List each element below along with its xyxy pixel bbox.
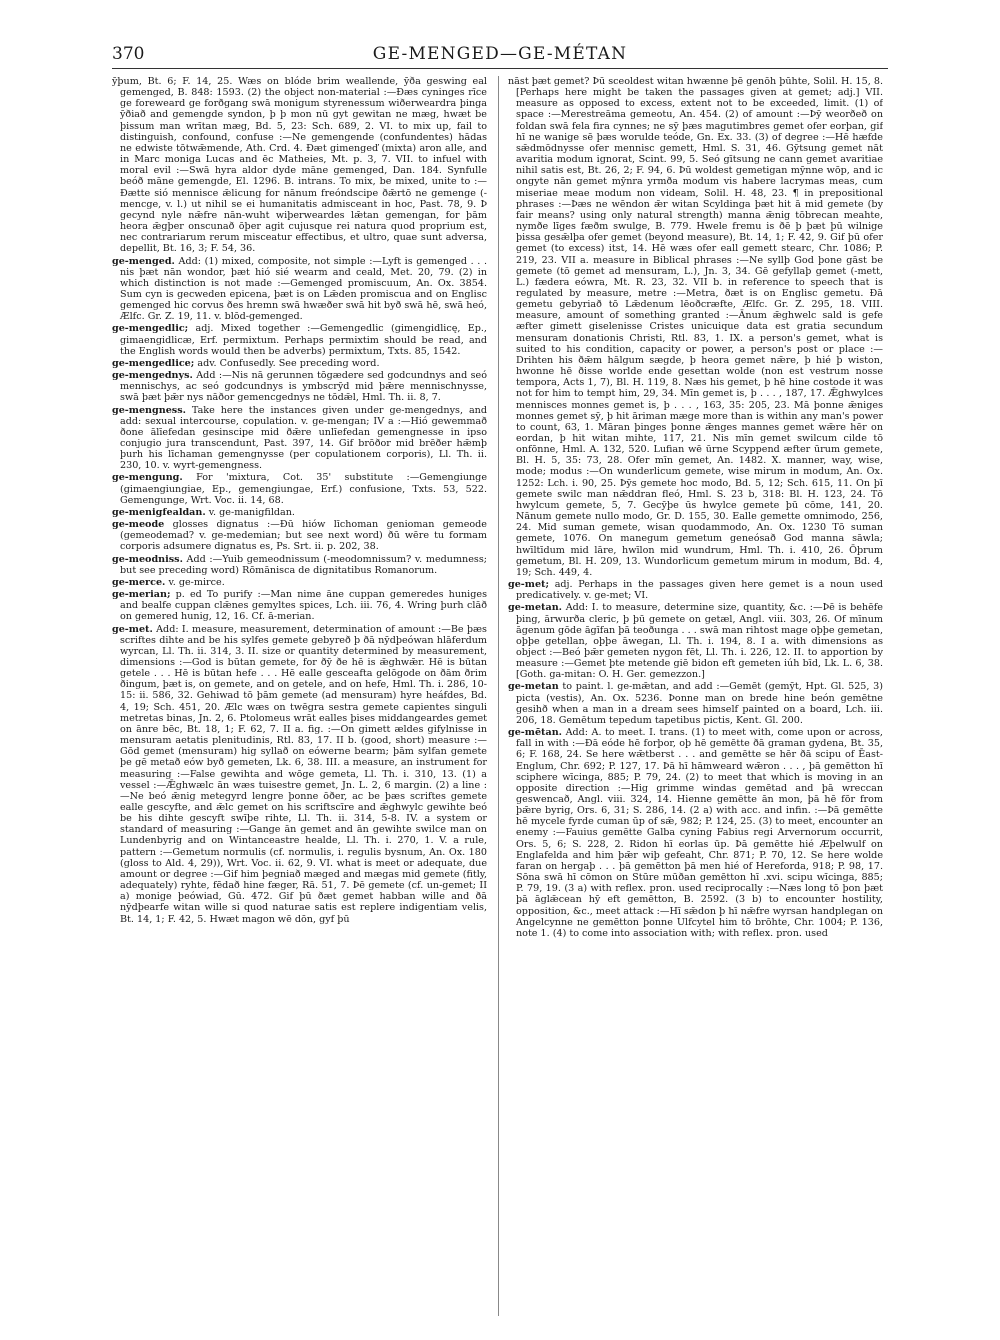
dictionary-entry <box>112 519 487 552</box>
entry-headword: ge-mengedlic; <box>112 323 189 335</box>
dictionary-entry <box>508 602 883 680</box>
dictionary-entry <box>508 579 883 601</box>
entry-text: nāst þæt gemet? Þū sceoldest witan hwænne þē genōh þūhte, Solil. H. 15, 8. [Perhaps here might be taken the passages given at gemet; adj.] VII. measure as opposed to excess, extent not to be exceeded, limit. (1) of space :—Merestreāma gemeotu, An. 454. (2) of amount :—Þȳ weorðeð on foldan swā fela fira cynnes; ne sȳ þæs magutimbres gemet ofer eorþan, gif hī ne wanige sē þæs worulde teóde, Gn. Ex. 33. (3) of degree :—Hē hæfde sǣdmōdnysse ofer mennisc gemett, Hml. S. 31, 46. Gȳtsung gemet nāt avaritia modum ignorat, Scint. 99, 5. Seó gītsung ne cann gemet avaritiae nihil satis est, Bt. 26, 2; F. 94, 6. Þū woldest gemetigan mȳnne wōp, and ic ongyte nān gemet mȳnra yrmða modum vis habere lacrymas meas, cum miseriae meae modum non videam, Solil. H. 48, 23. ¶ in prepositional phrases :—Þæs ne wēndon ǣr witan Scyldinga þæt hit ā mid gemete (by fair means? using only natural strength) manna ǣnig tōbrecan meahte, nymðe līges fæðm swulge, B. 779. Hwele fremu is ðē þ þæt þū wilnige þissa gesǣlþa ofer gemet (beyond measure), Bt. 14, 1; F. 42, 9. Gif þū ofer gemet (to excess) itst, 14. Hē wæs ofer eall gemett stearc, Chr. 1086; P. 219, 23. VII a. measure in Biblical phrases :—Ne syllþ God þone gāst be gemete (tō gemet ad mensuram, L.), Jn. 3, 34. Gē gefyllaþ gemet (-mett, L.) fædera eówra, Mt. R. 23, 32. VII b. in reference to speech that is regulated by measure, metre :—Metra, ðæt is on Englisc gemetu. Ðā gemetu gebyriað tō Lǣdenum lēoðcræfte, Ælfc. Gr. Z. 295, 18. VIII. measure, amount of something granted :—Ānum ǣghwelc sald is gefe æfter gimett giselenisse Cristes unicuique data est gratia secundum mensuram donationis Christi, Rtl. 83, 1. IX. a person's gemet, what is suited to his condition, capacity or power, a person's post or place :—Drihten his ðǣm hālgum sægde, þ heora gemet nǣre, þ hié þ wiston, hwonne hē ðisse worlde ende gesettan wolde (non est vestrum nosse tempora, Acts 1, 7), Bl. H. 119, 8. Næs his gemet, þ hē hine costode it was not for him to tempt him, 29, 34. Mīn gemet is, þ . . . , 187, 17. Ǣghwylces mennisces monnes gemet is, þ . . . , 163, 35: 205, 23. Mā þonne ǣniges monnes gemet sȳ, þ hit āriman mæge more than is within any man's power to count, 63, 1. Māran þinges þonne ǣnges mannes gemet wǣre hēr on eordan, þ hit witan mihte, 117, 21. Nis mīn gemet swilcum cilde tō onfōnne, Hml. A. 132, 520. Lufian wē ūrne Scyppend æfter ūrum gemete, Bl. H. 5, 35: 73, 28. Ofer mīn gemet, An. 1482. X. manner, way, wise, mode; modus :—On wunderlicum gemete, wise mirum in modum, An. Ox. 1252: Lch. i. 90, 25. Þȳs gemete hoc modo, Bd. 5, 12; Sch. 615, 11. On þī gemete swilc man nǣddran fleó, Hml. S. 23 b, 318: Bl. H. 123, 24. Tō hwylcum gemete, 5, 7. Gecȳþe ūs hwylce gemete þū cōme, 141, 20. Nānum gemete nullo modo, Gr. D. 155, 30. Ealle gemette omnimodo, 256, 24. Mid suman gemete, wisan quodammodo, An. Ox. 1230 Tō suman gemete, 1076. On manegum gemetum geneósað God manna sāwla; hwīltīdum mid lāre, hwīlon mid wundrum, Hml. Th. i. 410, 26. Ōþrum gemetum, Bl. H. 209, 13. Wundorlicum gemetum mirum in modum, Bd. 4, 19; Sch. 449, 4. <box>508 76 883 578</box>
entry-text: Add: I. measure, measurement, determination of amount :—Be þæs scriftes dihte and be his sylfes gemete gebyreð þ ðā nȳdþeówan hlāferdum wyrcan, Ll. Th. ii. 314, 3. II. size or quantity determined by measurement, dimensions :—God is būtan gemete, for ðȳ ðe hē is ǣghwǣr. Hē is būtan getele . . . Hē is būtan hefe . . . Hē ealle gesceafta gelōgode on ðām ðrim ðingum, þæt is, on gemete, and on getele, and on hefe, Hml. Th. i. 286, 10-15: ii. 586, 32. Gehiwad tō þām gemete (ad mensuram) hyre heáfdes, Bd. 4, 19; Sch. 451, 20. Ælc wæs on twēgra sestra gemete capientes singuli metretas binas, Jn. 2, 6. Ptolomeus wrāt ealles þises middangeardes gemet on ānre bēc, Bt. 18, 1; F. 62, 7. II a. fig. :—On gimett ældes gifylnisse in mensuram aetatis plenitudinis, Rtl. 83, 17. II b. (good, short) measure :—Gōd gemet (mensuram) hig syllað on eówerne bearm; þām sylfan gemete þe gē metað eów byð gemeten, Lk. 6, 38. III. a measure, an instrument for measuring :—False gewihta and wōge gemeta, Ll. Th. i. 310, 13. (1) a vessel :—Ǣghwælc ān wæs tuisestre gemet, Jn. L. 2, 6 margin. (2) a line :—Ne beó ǣnig metegyrd lengre þonne ōðer, ac be þæs scriftes gemete ealle gescyfte, and ǣlc gemet on his scriftscīre and ǣghwylc gewihte beó be his dihte gescyft swīþe rihte, Ll. Th. ii. 314, 5-8. IV. a system or standard of measuring :—Gange ān gemet and ān gewihte swilce man on Lundenbyrig and on Wintanceastre healde, Ll. Th. i. 270, 1. V. a rule, pattern :—Gemetum normulis (cf. normulis, i. regulis bysnum, An. Ox. 180 (gloss to Ald. 4, 29)), Wrt. Voc. ii. 62, 9. VI. what is meet or adequate, due amount or degree :—Gif him þegniað mæged and mægas mid gemete (fitly, adequately) ryhte, fēdað hine fæger, Rā. 51, 7. Þē gemete (cf. un-gemet; II a) monige þeówiad, Gū. 472. Gif þū ðæt gemet habban wille and ðā nȳdþearfe witan wille si quod naturae satis est replere indigentiam velis, Bt. 14, 1; F. 42, 5. Hwæt magon wē dōn, gyf þū <box>120 623 487 925</box>
dictionary-entry <box>508 76 883 578</box>
header-rule <box>112 68 888 69</box>
entry-text: Take here the instances given under ge-mengednys, and add: sexual intercourse, copulation. v. ge-mengan; IV a :—Hió gewemmað ðone ālīefedan gesinscipe mid ðǣre unlīefedan gemengnesse in ipso conjugio jura transcendunt, Past. 397, 14. Gif brōðor mid brēðer hǣmþ þurh his līchaman gemengnysse (per copulationem corporis), Ll. Th. ii. 230, 10. v. wyrt-gemengness. <box>120 404 487 472</box>
entry-text: to paint. l. ge-mǣtan, and add :—Gemēt (gemȳt, Hpt. Gl. 525, 3) picta (vestis), An. Ox. 5236. Þonne man on brede hine beón gemētne gesihð when a man in a dream sees himself painted on a board, Lch. iii. 206, 18. Gemētum tepedum tapetibus pictis, Kent. Gl. 200. <box>516 681 883 726</box>
entry-headword: ge-merian; <box>112 589 171 601</box>
entry-text: v. ge-mirce. <box>168 576 225 588</box>
entry-text: Add :—Nis nā gerunnen tōgædere sed godcundnys and seó mennischys, ac seó godcundnys is ymbscrȳd mid þǣre mennischnysse, swā þæt þǣr nys nāðor gemencgednys ne tōdǣl, Hml. Th. ii. 8, 7. <box>120 370 487 404</box>
entry-text: adv. Confusedly. See preceding word. <box>197 357 380 369</box>
entry-headword: ge-mengung. <box>112 472 183 484</box>
entry-headword: ge-met; <box>508 579 550 591</box>
entry-text: glosses dignatus :—Ðū hiów līchoman genioman gemeode (gemeodemad? v. ge-medemian; but see next word) ðū wēre tu formam corporis adsumere dignatus es, Ps. Srt. ii. p. 202, 38. <box>120 519 487 553</box>
dictionary-entry <box>112 370 487 403</box>
entry-headword: ge-metan <box>508 681 559 693</box>
entry-headword: ge-merce. <box>112 576 166 588</box>
entry-headword: ge-mengness. <box>112 404 186 416</box>
dictionary-entry <box>112 554 487 576</box>
right-column <box>508 76 883 1316</box>
dictionary-entry <box>112 624 487 925</box>
entry-headword: ge-menigfealdan. <box>112 506 206 518</box>
dictionary-entry <box>508 681 883 726</box>
dictionary-entry <box>112 256 487 323</box>
entry-text: Add: I. to measure, determine size, quantity, &c. :—Þē is behēfe þing, ārwurða cleric, þ þū gemete on getæl, Angl. viii. 303, 26. Of mīnum āgenum gōde āgīfan þā teoðunga . . . swā man rihtost mage oþþe gemetan, oþþe getellan, oþþe āwegan, Ll. Th. i. 194, 8. I a. with dimensions as object :—Beó þǣr gemeten nygon fēt, Ll. Th. i. 226, 12. II. to apportion by measure :—Gemet þte metende giē bidon eft gemeten iúh bīd, Lk. L. 6, 38. [Goth. ga-mitan: O. H. Ger. gemezzon.] <box>516 602 883 681</box>
entry-text: p. ed To purify :—Man nime āne cuppan gemeredes huniges and bealfe cuppan clǣnes gemyltes spices, Lch. iii. 76, 4. Wring þurh clāð on gemered hunig, 12, 16. Cf. ā-merian. <box>120 589 487 623</box>
dictionary-entry <box>112 577 487 588</box>
entry-text: Add: (1) mixed, composite, not simple :—Lyft is gemenged . . . nis þæt nān wondor, þæt hió sié wearm and ceald, Met. 20, 79. (2) in which distinction is not made :—Gemenged promiscuum, An. Ox. 3854. Sum cyn is gecweden epicena, þæt is on Lǣden promiscua and on Englisc gemenged hic corvus ðes hremn swā hwæðer swā hit byð swā hē, swā heó, Ælfc. Gr. Z. 19, 11. v. blōd-gemenged. <box>120 255 487 323</box>
entry-headword: ge-metan. <box>508 602 563 614</box>
entry-headword: ge-mengedlice; <box>112 357 195 369</box>
dictionary-entry <box>112 323 487 356</box>
entry-headword: ge-met. <box>112 623 153 635</box>
dictionary-entry <box>112 405 487 472</box>
entry-headword: ge-menged. <box>112 255 175 267</box>
dictionary-entry <box>112 472 487 505</box>
entry-headword: ge-meode <box>112 519 165 531</box>
entry-text: adj. Perhaps in the passages given here gemet is a noun used predicatively. v. ge-met; VI. <box>516 579 883 602</box>
dictionary-entry <box>508 727 883 939</box>
page-number: 370 <box>112 44 145 64</box>
entry-headword: ge-mētan. <box>508 727 563 739</box>
entry-text: adj. Mixed together :—Gemengedlic (gimengidlicę, Ep., gimaengidlicæ, Erf. permixtum. Perhaps permixtim should be read, and the English words would then be adverbs) permixtum, Txts. 85, 1542. <box>120 323 487 357</box>
entry-headword: ge-meodniss. <box>112 553 183 565</box>
dictionary-entry <box>112 507 487 518</box>
dictionary-entry <box>112 589 487 622</box>
entry-text: Add: A. to meet. I. trans. (1) to meet with, come upon or across, fall in with :—Ðā eóde hē forþor, oþ hē gemētte ðā graman gydena, Bt. 35, 6; F. 168, 24. Se here wǣtberst . . . and gemētte se hēr ðā scipu of Ēast-Englum, Chr. 692; P. 127, 17. Þā hī hāmweard wǣron . . . , þā gemētton hī sciphere wīcinga, 885; P. 79, 24. (2) to meet that which is moving in an opposite direction :—Hig grimme windas gemētad and þā wreccan geswencað, Angl. viii. 324, 14. Hienne gemētte ān mon, þā hē fōr from þǣre byrig, Ors. 6, 31; S. 286, 14. (2 a) with acc. and infin. :—Þā gemētte hē mycele fyrde cuman ūp of sǣ, 982; P. 124, 25. (3) to meet, encounter an enemy :—Fauius gemētte Galba cyning Fabius regi Arvernorum occurrit, Ors. 5, 6; S. 228, 2. Ridon hī eorlas ūp. Þā gemētte hié Æþelwulf on Englafelda and him þǣr wiþ gefeaht, Chr. 871; P. 70, 12. Se here wolde faran on hergaþ . . . þā gemētton þā men hié of Hereforda, 918; P. 98, 17. Sōna swā hī cōmon on Stūre mūðan gemētton hī .xvi. scipu wīcinga, 885; P. 79, 19. (3 a) with reflex. pron. used reciprocally :—Næs long tō þon þæt þā āglǣcean hȳ eft gemētton, B. 2592. (3 b) to encounter hostility, opposition, &c., meet attack :—Hī sǣdon þ hī nǣfre wyrsan handplegan on Angelcynne ne gemētton þonne Ulfcytel him tō brōhte, Chr. 1004; P. 136, note 1. (4) to come into association with; with reflex. pron. used <box>516 727 883 939</box>
entry-text: Add :—Yuib gemeodnissum (-meodomnissum? v. medumness; but see preceding word) Rōmānisca de dignitatibus Romanorum. <box>120 553 487 576</box>
entry-headword: ge-mengednys. <box>112 370 193 382</box>
left-column <box>112 76 487 1316</box>
dictionary-entry <box>112 358 487 369</box>
entry-text: v. ge-manigfildan. <box>208 506 295 518</box>
entry-text: ȳþum, Bt. 6; F. 14, 25. Wæs on blóde brim weallende, ȳða geswing eal gemenged, B. 848: 1593. (2) the object non-material :—Ðæs cyninges rīce ge foreweard ge forðgang swā monigum styrenessum wiðerweardra þinga ȳðiað and gemengde syndon, þ þ mon nū gyt gewitan ne mæg, hwæt be þissum man wrītan mæg, Bd. 5, 23: Sch. 689, 2. VI. to mix up, fail to distinguish, confound, confuse :—Ne gemengende (confundentes) hādas ne edwiste tōtwǣmende, Ath. Crd. 4. Ðæt gimengeď (mixta) aron alle, and in Marc moniga Lucas and ēc Matheies, Mt. p. 3, 7. VII. to infuel with moral evil :—Swā hyra aldor dyde māne gemenged, Dan. 184. Synfulle beóð māne gemengde, El. 1296. B. intrans. To mix, be mixed, unite to :—Ðætte sió mennisce ǣlicung for nānum freóndscipe ðǣrtō ne gemenge (-mencge, v. l.) ut nihil se ei humanitatis admisceant in hoc, Past. 78, 9. Þ gecynd nyle nǣfre nān-wuht wiþerweardes lǣtan gemengan, for þām heora ǣgþer onscunað ōþer agit cujusque rei natura quod proprium est, nec contrariarum rerum misceatur effectibus, et ultro, quae sunt adversa, depellit, Bt. 16, 3; F. 54, 36. <box>112 76 487 255</box>
column-divider <box>498 76 499 1316</box>
running-head: GE-MENGED—GE-MÉTAN <box>372 44 628 64</box>
dictionary-entry <box>112 76 487 255</box>
entry-text: For 'mixtura, Cot. 35' substitute :—Gemengiunge (gimaengiungiae, Ep., gemengiungae, Erf.) confusione, Txts. 53, 522. Gemengunge, Wrt. Voc. ii. 14, 68. <box>120 472 487 506</box>
